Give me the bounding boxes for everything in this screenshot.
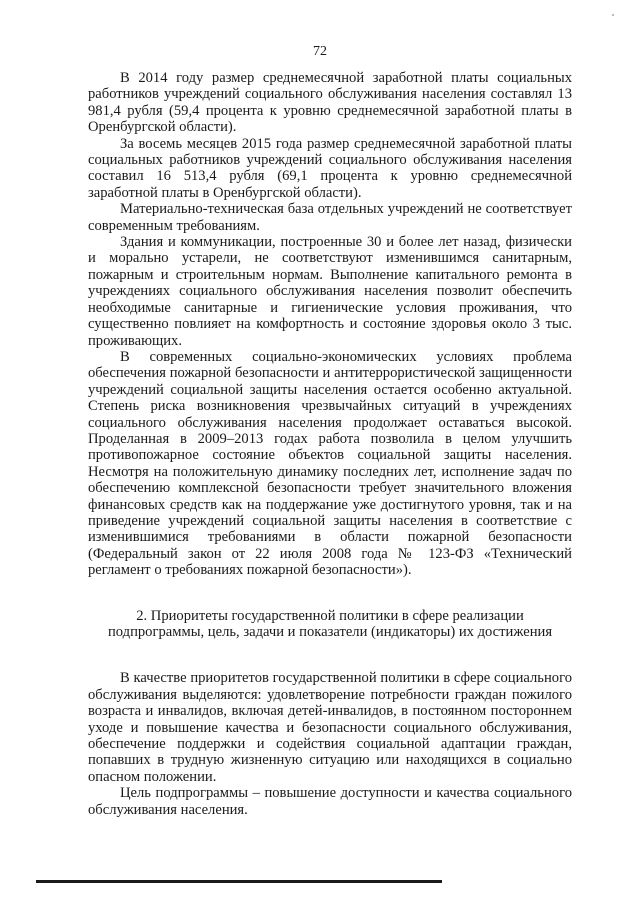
paragraph-salary-2014: В 2014 году размер среднемесячной заработной платы социальных работников учреждений социального обслуживания населения составлял 13 981,4 рубля (59,4 процента к уровню среднемесячной заработной платы в Оренбургской области).: [88, 70, 572, 136]
scan-artifact: [612, 14, 614, 16]
section-heading: [88, 608, 572, 641]
section-heading-line-1: 2. Приоритеты государственной политики в сфере реализации: [136, 607, 524, 624]
paragraph-goal: Цель подпрограммы – повышение доступности и качества социального обслуживания населения.: [88, 785, 572, 818]
paragraph-priorities: В качестве приоритетов государственной политики в сфере социального обслуживания выделяются: удовлетворение потребности граждан пожилого возраста и инвалидов, включая детей-инвалидов, в постоянном постороннем уходе и повышение качества и безопасности социального обслуживания, обеспечение поддержки и содействия социальной адаптации граждан, попавших в трудную жизненную ситуацию или находящихся в социально опасном положении.: [88, 670, 572, 785]
paragraph-material-base: Материально-техническая база отдельных учреждений не соответствует современным требованиям.: [88, 201, 572, 234]
section-heading-line-2: подпрограммы, цель, задачи и показатели (индикаторы) их достижения: [107, 624, 553, 640]
page-number: 72: [313, 44, 327, 59]
paragraph-salary-2015: За восемь месяцев 2015 года размер среднемесячной заработной платы социальных работников учреждений социального обслуживания населения составил 16 513,4 рубля (69,1 процента к уровню среднемесячной заработной платы в Оренбургской области).: [88, 135, 572, 201]
paragraph-buildings: Здания и коммуникации, построенные 30 и более лет назад, физически и морально устарели, не соответствуют изменившимся санитарным, пожарным и строительным нормам. Выполнение капитального ремонта в учреждениях социального обслуживания населения позволит обеспечить необходимые санитарные и гигиенические условия проживания, что существенно повлияет на комфортность и состояние здоровья около 3 тыс. проживающих.: [88, 234, 572, 349]
footer-rule: [36, 880, 442, 883]
page-body: [88, 70, 572, 818]
paragraph-fire-safety: В современных социально-экономических условиях проблема обеспечения пожарной безопасности и антитеррористической защищенности учреждений социальной защиты населения остается особенно актуальной. Степень риска возникновения чрезвычайных ситуаций в учреждениях социального обслуживания населения продолжает оставаться высокой. Проделанная в 2009–2013 годах работа позволила в целом улучшить противопожарное состояние объектов социальной защиты населения. Несмотря на положительную динамику последних лет, исполнение задач по обеспечению комплексной безопасности требует значительного вложения финансовых средств как на поддержание уже достигнутого уровня, так и на приведение учреждений социальной защиты населения в соответствие с изменившимися требованиями в области пожарной безопасности (Федеральный закон от 22 июля 2008 года № 123-ФЗ «Технический регламент о требованиях пожарной безопасности»).: [88, 348, 572, 579]
